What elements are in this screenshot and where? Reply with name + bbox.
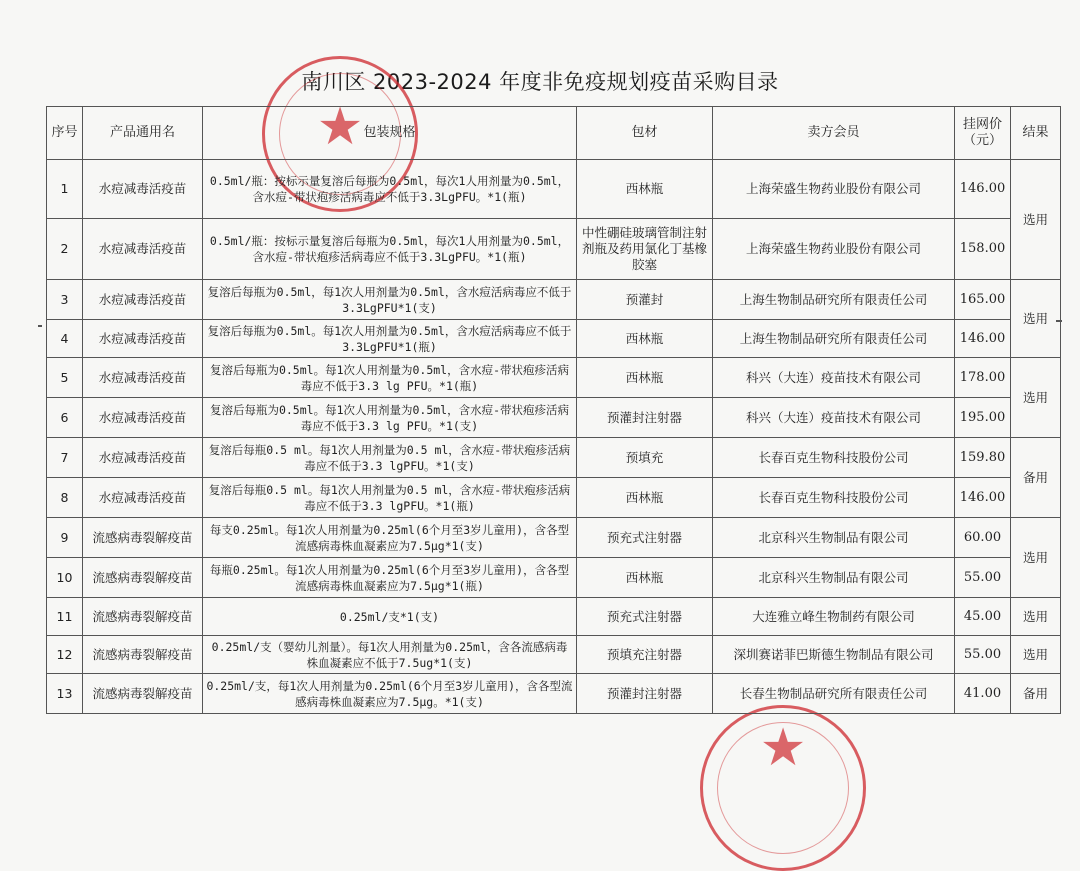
- table-row: [47, 160, 1061, 219]
- row-spec: 0.25ml/支，每1次人用剂量为0.25ml(6个月至3岁儿童用)，含各型流感病毒株血凝素应为7.5μg。*1(支): [203, 674, 577, 714]
- row-material: 预灌封注射器: [577, 398, 713, 438]
- row-price: 146.00: [955, 160, 1011, 219]
- row-name: 水痘减毒活疫苗: [83, 320, 203, 358]
- row-no: 10: [47, 558, 83, 598]
- table-row: [47, 320, 1061, 358]
- row-seller: 科兴（大连）疫苗技术有限公司: [713, 358, 955, 398]
- row-price: 165.00: [955, 280, 1011, 320]
- row-name: 水痘减毒活疫苗: [83, 160, 203, 219]
- table-header-row: [47, 107, 1061, 160]
- header-seller: 卖方会员: [713, 107, 955, 160]
- row-name: 流感病毒裂解疫苗: [83, 558, 203, 598]
- row-spec: 0.25ml/支*1(支): [203, 598, 577, 636]
- row-material: 西林瓶: [577, 160, 713, 219]
- row-no: 4: [47, 320, 83, 358]
- row-no: 1: [47, 160, 83, 219]
- header-name: 产品通用名: [83, 107, 203, 160]
- row-seller: 科兴（大连）疫苗技术有限公司: [713, 398, 955, 438]
- document-title: 南川区 2023-2024 年度非免疫规划疫苗采购目录: [301, 70, 779, 94]
- row-spec: 复溶后每瓶为0.5ml。每1次人用剂量为0.5ml，含水痘-带状疱疹活病毒应不低于3.3 lg PFU。*1(支): [203, 398, 577, 438]
- row-no: 9: [47, 518, 83, 558]
- row-seller: 上海荣盛生物药业股份有限公司: [713, 219, 955, 280]
- row-material: 西林瓶: [577, 320, 713, 358]
- table-row: [47, 636, 1061, 674]
- procurement-catalog-table: [46, 106, 1061, 714]
- row-no: 6: [47, 398, 83, 438]
- row-result: 选用: [1011, 280, 1061, 358]
- row-material: 预灌封: [577, 280, 713, 320]
- table-row: [47, 398, 1061, 438]
- row-seller: 上海生物制品研究所有限责任公司: [713, 280, 955, 320]
- header-material: 包材: [577, 107, 713, 160]
- row-price: 146.00: [955, 320, 1011, 358]
- row-result: 选用: [1011, 636, 1061, 674]
- row-name: 水痘减毒活疫苗: [83, 280, 203, 320]
- row-material: 中性硼硅玻璃管制注射剂瓶及药用氯化丁基橡胶塞: [577, 219, 713, 280]
- row-price: 146.00: [955, 478, 1011, 518]
- row-name: 流感病毒裂解疫苗: [83, 636, 203, 674]
- table-row: [47, 358, 1061, 398]
- row-spec: 复溶后每瓶0.5 ml。每1次人用剂量为0.5 ml，含水痘-带状疱疹活病毒应不低于3.3 lgPFU。*1(瓶): [203, 478, 577, 518]
- row-no: 3: [47, 280, 83, 320]
- row-spec: 0.25ml/支（婴幼儿剂量）。每1次人用剂量为0.25ml，含各流感病毒株血凝素应不低于7.5ug*1(支): [203, 636, 577, 674]
- row-price: 159.80: [955, 438, 1011, 478]
- row-name: 水痘减毒活疫苗: [83, 398, 203, 438]
- row-seller: 深圳赛诺菲巴斯德生物制品有限公司: [713, 636, 955, 674]
- row-name: 流感病毒裂解疫苗: [83, 674, 203, 714]
- row-no: 12: [47, 636, 83, 674]
- row-spec: 复溶后每瓶为0.5ml。每1次人用剂量为0.5ml，含水痘-带状疱疹活病毒应不低于3.3 lg PFU。*1(瓶): [203, 358, 577, 398]
- table-row: [47, 674, 1061, 714]
- row-spec: 复溶后每瓶为0.5ml。每1次人用剂量为0.5ml，含水痘活病毒应不低于3.3LgPFU*1(瓶): [203, 320, 577, 358]
- row-seller: 长春百克生物科技股份公司: [713, 438, 955, 478]
- row-material: 西林瓶: [577, 558, 713, 598]
- row-seller: 上海荣盛生物药业股份有限公司: [713, 160, 955, 219]
- official-seal-stamp: ★: [262, 56, 418, 212]
- row-no: 2: [47, 219, 83, 280]
- row-result: 选用: [1011, 598, 1061, 636]
- row-no: 13: [47, 674, 83, 714]
- row-material: 预充式注射器: [577, 598, 713, 636]
- row-seller: 长春百克生物科技股份公司: [713, 478, 955, 518]
- row-no: 7: [47, 438, 83, 478]
- row-spec: 每支0.25ml。每1次人用剂量为0.25ml(6个月至3岁儿童用)，含各型流感病毒株血凝素应为7.5μg*1(支): [203, 518, 577, 558]
- row-seller: 长春生物制品研究所有限责任公司: [713, 674, 955, 714]
- table-row: [47, 219, 1061, 280]
- table-row: [47, 438, 1061, 478]
- row-spec: 0.5ml/瓶：按标示量复溶后每瓶为0.5ml，每次1人用剂量为0.5ml，含水痘-带状疱疹活病毒应不低于3.3LgPFU。*1(瓶): [203, 219, 577, 280]
- row-price: 55.00: [955, 558, 1011, 598]
- row-material: 预灌封注射器: [577, 674, 713, 714]
- row-price: 55.00: [955, 636, 1011, 674]
- row-material: 预充式注射器: [577, 518, 713, 558]
- row-result: 备用: [1011, 674, 1061, 714]
- row-name: 水痘减毒活疫苗: [83, 219, 203, 280]
- header-price: 挂网价（元）: [955, 107, 1011, 160]
- row-name: 水痘减毒活疫苗: [83, 358, 203, 398]
- row-material: 西林瓶: [577, 478, 713, 518]
- row-material: 预填充: [577, 438, 713, 478]
- official-seal-stamp-bottom: ★: [700, 705, 866, 871]
- row-seller: 大连雅立峰生物制药有限公司: [713, 598, 955, 636]
- row-result: 选用: [1011, 358, 1061, 438]
- row-price: 45.00: [955, 598, 1011, 636]
- row-seller: 上海生物制品研究所有限责任公司: [713, 320, 955, 358]
- row-name: 水痘减毒活疫苗: [83, 438, 203, 478]
- header-result: 结果: [1011, 107, 1061, 160]
- row-name: 流感病毒裂解疫苗: [83, 598, 203, 636]
- row-name: 水痘减毒活疫苗: [83, 478, 203, 518]
- row-price: 195.00: [955, 398, 1011, 438]
- row-spec: 0.5ml/瓶：按标示量复溶后每瓶为0.5ml，每次1人用剂量为0.5ml，含水痘-带状疱疹活病毒应不低于3.3LgPFU。*1(瓶): [203, 160, 577, 219]
- row-result: 备用: [1011, 438, 1061, 518]
- row-no: 11: [47, 598, 83, 636]
- row-price: 41.00: [955, 674, 1011, 714]
- row-seller: 北京科兴生物制品有限公司: [713, 558, 955, 598]
- table-row: [47, 280, 1061, 320]
- row-spec: 每瓶0.25ml。每1次人用剂量为0.25ml(6个月至3岁儿童用)，含各型流感病毒株血凝素应为7.5μg*1(瓶): [203, 558, 577, 598]
- table-row: [47, 478, 1061, 518]
- header-spec: 包装规格: [203, 107, 577, 160]
- row-spec: 复溶后每瓶0.5 ml。每1次人用剂量为0.5 ml，含水痘-带状疱疹活病毒应不低于3.3 lgPFU。*1(支): [203, 438, 577, 478]
- row-seller: 北京科兴生物制品有限公司: [713, 518, 955, 558]
- margin-mark: [38, 325, 42, 327]
- header-no: 序号: [47, 107, 83, 160]
- row-material: 西林瓶: [577, 358, 713, 398]
- row-price: 60.00: [955, 518, 1011, 558]
- row-no: 5: [47, 358, 83, 398]
- row-spec: 复溶后每瓶为0.5ml，每1次人用剂量为0.5ml，含水痘活病毒应不低于3.3LgPFU*1(支): [203, 280, 577, 320]
- row-result: 选用: [1011, 518, 1061, 598]
- row-no: 8: [47, 478, 83, 518]
- row-name: 流感病毒裂解疫苗: [83, 518, 203, 558]
- table-row: [47, 518, 1061, 558]
- table-row: [47, 558, 1061, 598]
- row-result: 选用: [1011, 160, 1061, 280]
- row-material: 预填充注射器: [577, 636, 713, 674]
- table-row: [47, 598, 1061, 636]
- row-price: 178.00: [955, 358, 1011, 398]
- row-price: 158.00: [955, 219, 1011, 280]
